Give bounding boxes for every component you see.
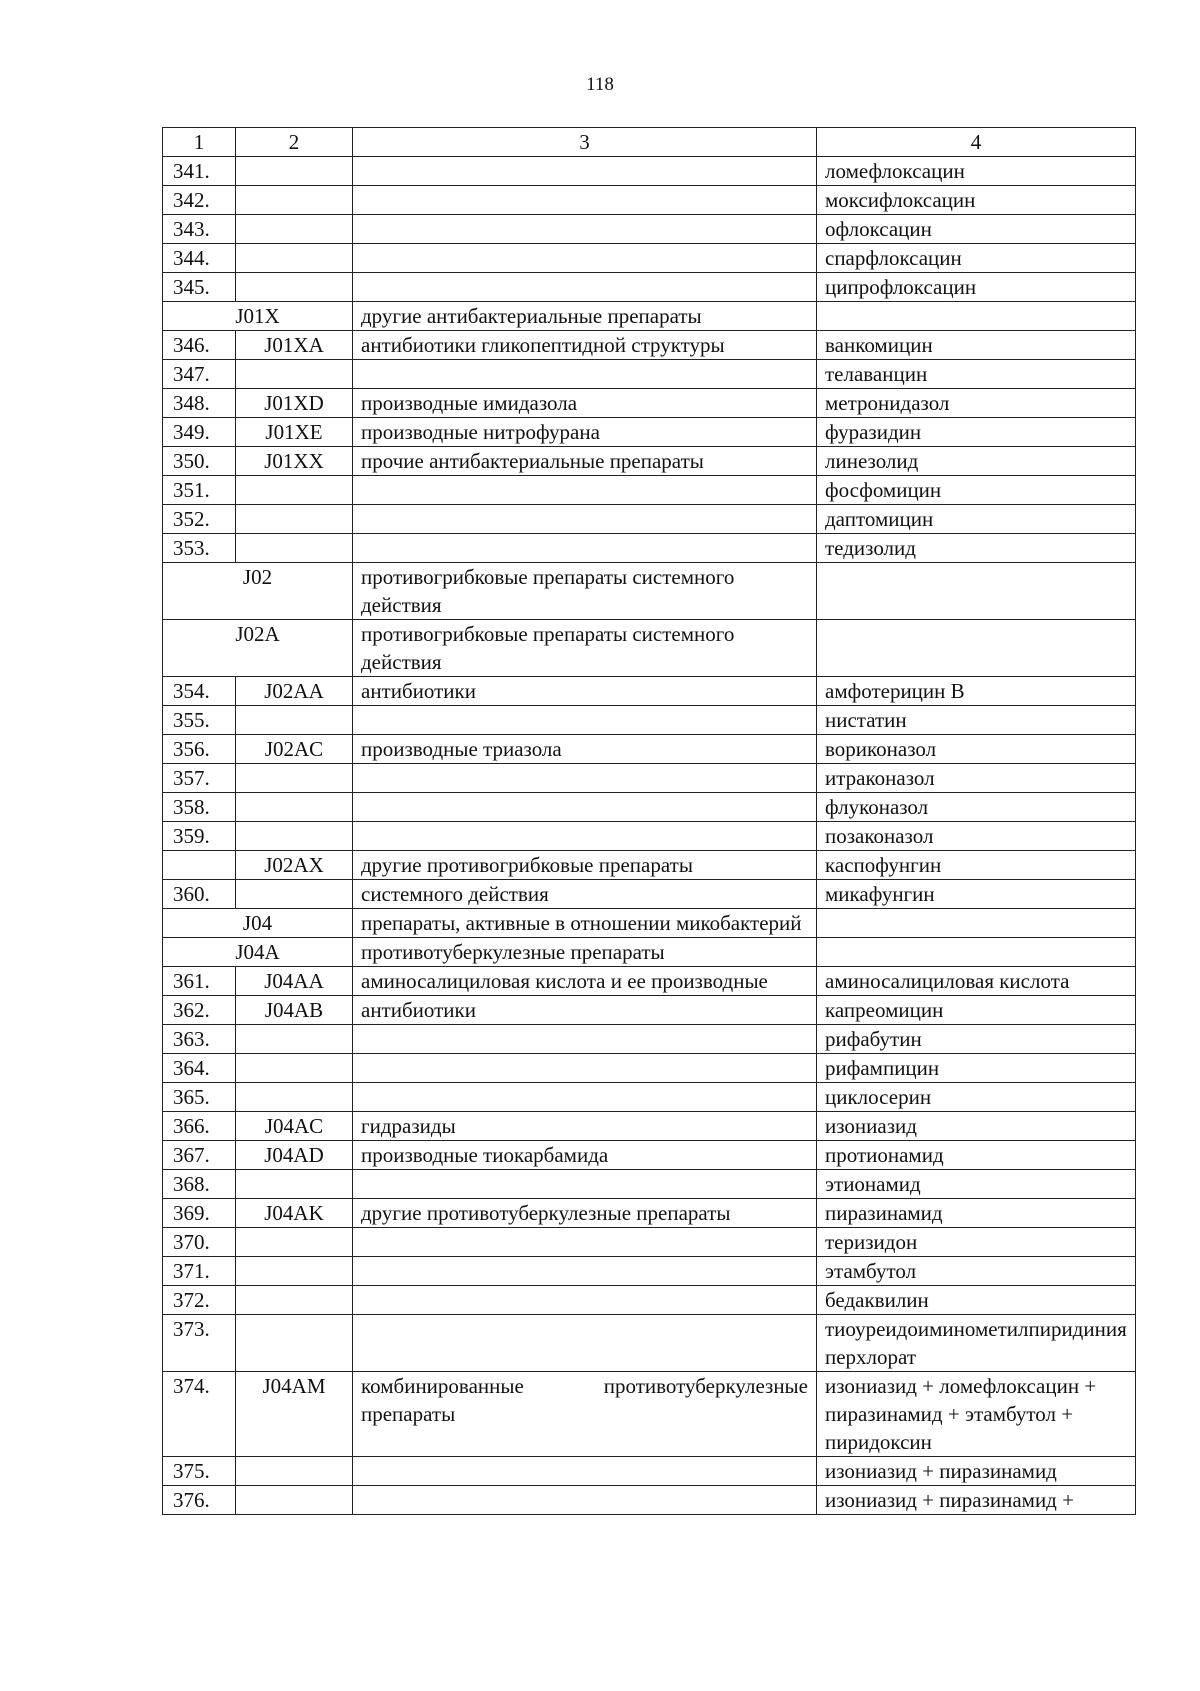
atc-code bbox=[236, 1025, 353, 1054]
row-number: 344. bbox=[163, 244, 236, 273]
drug-name: протионамид bbox=[817, 1141, 1136, 1170]
row-number: 371. bbox=[163, 1257, 236, 1286]
row-number: 359. bbox=[163, 822, 236, 851]
pharmacological-group bbox=[353, 534, 817, 563]
pharmacological-group bbox=[353, 1286, 817, 1315]
row-number bbox=[163, 851, 236, 880]
header-col-4: 4 bbox=[817, 128, 1136, 157]
atc-code bbox=[236, 476, 353, 505]
table-body bbox=[163, 157, 1136, 1515]
row-number: 341. bbox=[163, 157, 236, 186]
drug-name bbox=[817, 302, 1136, 331]
row-number: 342. bbox=[163, 186, 236, 215]
pharmacological-group: прочие антибактериальные препараты bbox=[353, 447, 817, 476]
pharmacological-group: комбинированные противотуберкулезные препараты bbox=[353, 1372, 817, 1457]
row-number: 375. bbox=[163, 1457, 236, 1486]
atc-code bbox=[236, 1054, 353, 1083]
row-number: 357. bbox=[163, 764, 236, 793]
row-number: 348. bbox=[163, 389, 236, 418]
drug-name: фуразидин bbox=[817, 418, 1136, 447]
table-row bbox=[163, 244, 1136, 273]
pharmacological-group bbox=[353, 360, 817, 389]
table-row bbox=[163, 1228, 1136, 1257]
drug-name: телаванцин bbox=[817, 360, 1136, 389]
drug-name: капреомицин bbox=[817, 996, 1136, 1025]
pharmacological-group bbox=[353, 1025, 817, 1054]
row-number: 365. bbox=[163, 1083, 236, 1112]
pharmacological-group bbox=[353, 1457, 817, 1486]
drug-name: тедизолид bbox=[817, 534, 1136, 563]
pharmacological-group bbox=[353, 244, 817, 273]
atc-code bbox=[236, 764, 353, 793]
drug-name bbox=[817, 620, 1136, 677]
pharmacological-group bbox=[353, 157, 817, 186]
atc-code bbox=[236, 186, 353, 215]
table-row bbox=[163, 793, 1136, 822]
pharmacological-group bbox=[353, 215, 817, 244]
table-row bbox=[163, 534, 1136, 563]
row-number: 346. bbox=[163, 331, 236, 360]
drug-name: пиразинамид bbox=[817, 1199, 1136, 1228]
table-row bbox=[163, 389, 1136, 418]
pharmacological-group bbox=[353, 505, 817, 534]
pharmacological-group: производные имидазола bbox=[353, 389, 817, 418]
table-row bbox=[163, 735, 1136, 764]
drug-name: бедаквилин bbox=[817, 1286, 1136, 1315]
section-row bbox=[163, 938, 1136, 967]
atc-code: J01X bbox=[163, 302, 353, 331]
atc-code bbox=[236, 1315, 353, 1372]
table-row bbox=[163, 273, 1136, 302]
atc-code bbox=[236, 1170, 353, 1199]
drug-name: линезолид bbox=[817, 447, 1136, 476]
table-row bbox=[163, 360, 1136, 389]
drug-name: позаконазол bbox=[817, 822, 1136, 851]
table-row bbox=[163, 1257, 1136, 1286]
atc-code bbox=[236, 157, 353, 186]
drug-name: каспофунгин bbox=[817, 851, 1136, 880]
atc-code: J02 bbox=[163, 563, 353, 620]
atc-code bbox=[236, 1228, 353, 1257]
drug-name: фосфомицин bbox=[817, 476, 1136, 505]
table-row bbox=[163, 1372, 1136, 1457]
row-number: 354. bbox=[163, 677, 236, 706]
drug-name: рифабутин bbox=[817, 1025, 1136, 1054]
pharmacological-group bbox=[353, 1315, 817, 1372]
atc-code: J02A bbox=[163, 620, 353, 677]
drug-name bbox=[817, 938, 1136, 967]
pharmacological-group: другие противотуберкулезные препараты bbox=[353, 1199, 817, 1228]
table-row bbox=[163, 447, 1136, 476]
atc-code bbox=[236, 880, 353, 909]
pharmacological-group: противотуберкулезные препараты bbox=[353, 938, 817, 967]
pharmacological-group: другие противогрибковые препараты bbox=[353, 851, 817, 880]
row-number: 350. bbox=[163, 447, 236, 476]
drug-name: ванкомицин bbox=[817, 331, 1136, 360]
pharmacological-group: производные триазола bbox=[353, 735, 817, 764]
pharmacological-group: производные тиокарбамида bbox=[353, 1141, 817, 1170]
drug-name: циклосерин bbox=[817, 1083, 1136, 1112]
header-col-3: 3 bbox=[353, 128, 817, 157]
row-number: 374. bbox=[163, 1372, 236, 1457]
row-number: 347. bbox=[163, 360, 236, 389]
table-row bbox=[163, 1025, 1136, 1054]
atc-code bbox=[236, 505, 353, 534]
atc-code: J04AM bbox=[236, 1372, 353, 1457]
drug-classification-table bbox=[162, 127, 1136, 1515]
pharmacological-group: другие антибактериальные препараты bbox=[353, 302, 817, 331]
atc-code bbox=[236, 706, 353, 735]
table-row bbox=[163, 1112, 1136, 1141]
table-row bbox=[163, 677, 1136, 706]
table-row bbox=[163, 157, 1136, 186]
drug-name: тиоуреидоиминометилпиридиния перхлорат bbox=[817, 1315, 1136, 1372]
pharmacological-group bbox=[353, 1170, 817, 1199]
row-number: 353. bbox=[163, 534, 236, 563]
pharmacological-group: антибиотики гликопептидной структуры bbox=[353, 331, 817, 360]
drug-name: изониазид + ломефлоксацин + пиразинамид + этамбутол + пиридоксин bbox=[817, 1372, 1136, 1457]
drug-name bbox=[817, 563, 1136, 620]
table-row bbox=[163, 1286, 1136, 1315]
drug-name: теризидон bbox=[817, 1228, 1136, 1257]
row-number: 367. bbox=[163, 1141, 236, 1170]
atc-code: J04AA bbox=[236, 967, 353, 996]
atc-code bbox=[236, 534, 353, 563]
pharmacological-group bbox=[353, 706, 817, 735]
table-row bbox=[163, 505, 1136, 534]
row-number: 355. bbox=[163, 706, 236, 735]
pharmacological-group: препараты, активные в отношении микобактерий bbox=[353, 909, 817, 938]
section-row bbox=[163, 302, 1136, 331]
table-row bbox=[163, 1083, 1136, 1112]
table-row bbox=[163, 996, 1136, 1025]
row-number: 352. bbox=[163, 505, 236, 534]
drug-name: этионамид bbox=[817, 1170, 1136, 1199]
drug-name: изониазид bbox=[817, 1112, 1136, 1141]
table-row bbox=[163, 1141, 1136, 1170]
drug-name: флуконазол bbox=[817, 793, 1136, 822]
atc-code bbox=[236, 1457, 353, 1486]
drug-name: метронидазол bbox=[817, 389, 1136, 418]
drug-name: рифампицин bbox=[817, 1054, 1136, 1083]
drug-name: моксифлоксацин bbox=[817, 186, 1136, 215]
pharmacological-group bbox=[353, 822, 817, 851]
row-number: 360. bbox=[163, 880, 236, 909]
pharmacological-group bbox=[353, 1257, 817, 1286]
header-col-1: 1 bbox=[163, 128, 236, 157]
drug-name: этамбутол bbox=[817, 1257, 1136, 1286]
pharmacological-group bbox=[353, 1083, 817, 1112]
table-row bbox=[163, 1457, 1136, 1486]
pharmacological-group bbox=[353, 1228, 817, 1257]
row-number: 349. bbox=[163, 418, 236, 447]
table-row bbox=[163, 880, 1136, 909]
row-number: 358. bbox=[163, 793, 236, 822]
atc-code: J01XA bbox=[236, 331, 353, 360]
atc-code: J01XD bbox=[236, 389, 353, 418]
pharmacological-group bbox=[353, 476, 817, 505]
page-number: 118 bbox=[586, 74, 614, 95]
row-number: 361. bbox=[163, 967, 236, 996]
table-row bbox=[163, 186, 1136, 215]
atc-code bbox=[236, 1257, 353, 1286]
atc-code: J04AD bbox=[236, 1141, 353, 1170]
section-row bbox=[163, 563, 1136, 620]
row-number: 369. bbox=[163, 1199, 236, 1228]
atc-code bbox=[236, 822, 353, 851]
atc-code bbox=[236, 244, 353, 273]
atc-code: J02AA bbox=[236, 677, 353, 706]
drug-name: изониазид + пиразинамид + bbox=[817, 1486, 1136, 1515]
row-number: 376. bbox=[163, 1486, 236, 1515]
drug-name: изониазид + пиразинамид bbox=[817, 1457, 1136, 1486]
row-number: 372. bbox=[163, 1286, 236, 1315]
table-row bbox=[163, 1170, 1136, 1199]
drug-name: вориконазол bbox=[817, 735, 1136, 764]
pharmacological-group bbox=[353, 1054, 817, 1083]
drug-name: аминосалициловая кислота bbox=[817, 967, 1136, 996]
atc-code: J02AC bbox=[236, 735, 353, 764]
row-number: 362. bbox=[163, 996, 236, 1025]
row-number: 370. bbox=[163, 1228, 236, 1257]
pharmacological-group bbox=[353, 764, 817, 793]
table-row bbox=[163, 967, 1136, 996]
drug-name: нистатин bbox=[817, 706, 1136, 735]
table-row bbox=[163, 476, 1136, 505]
pharmacological-group bbox=[353, 793, 817, 822]
drug-name bbox=[817, 909, 1136, 938]
table-row bbox=[163, 851, 1136, 880]
row-number: 364. bbox=[163, 1054, 236, 1083]
pharmacological-group bbox=[353, 1486, 817, 1515]
pharmacological-group: системного действия bbox=[353, 880, 817, 909]
pharmacological-group bbox=[353, 273, 817, 302]
table-row bbox=[163, 706, 1136, 735]
section-row bbox=[163, 620, 1136, 677]
atc-code: J04AB bbox=[236, 996, 353, 1025]
atc-code bbox=[236, 273, 353, 302]
atc-code: J04 bbox=[163, 909, 353, 938]
atc-code bbox=[236, 793, 353, 822]
atc-code: J01XE bbox=[236, 418, 353, 447]
drug-name: спарфлоксацин bbox=[817, 244, 1136, 273]
pharmacological-group: антибиотики bbox=[353, 996, 817, 1025]
table-row bbox=[163, 1199, 1136, 1228]
drug-name: ципрофлоксацин bbox=[817, 273, 1136, 302]
pharmacological-group: гидразиды bbox=[353, 1112, 817, 1141]
header-col-2: 2 bbox=[236, 128, 353, 157]
table-row bbox=[163, 1315, 1136, 1372]
pharmacological-group: противогрибковые препараты системного действия bbox=[353, 563, 817, 620]
pharmacological-group bbox=[353, 186, 817, 215]
table-row bbox=[163, 822, 1136, 851]
atc-code bbox=[236, 215, 353, 244]
pharmacological-group: антибиотики bbox=[353, 677, 817, 706]
drug-name: ломефлоксацин bbox=[817, 157, 1136, 186]
table-row bbox=[163, 1486, 1136, 1515]
drug-name: итраконазол bbox=[817, 764, 1136, 793]
drug-name: даптомицин bbox=[817, 505, 1136, 534]
row-number: 343. bbox=[163, 215, 236, 244]
pharmacological-group: производные нитрофурана bbox=[353, 418, 817, 447]
row-number: 356. bbox=[163, 735, 236, 764]
pharmacological-group: противогрибковые препараты системного действия bbox=[353, 620, 817, 677]
atc-code: J02AX bbox=[236, 851, 353, 880]
atc-code: J04A bbox=[163, 938, 353, 967]
table-row bbox=[163, 331, 1136, 360]
row-number: 366. bbox=[163, 1112, 236, 1141]
atc-code: J04AK bbox=[236, 1199, 353, 1228]
atc-code bbox=[236, 360, 353, 389]
row-number: 363. bbox=[163, 1025, 236, 1054]
atc-code bbox=[236, 1083, 353, 1112]
atc-code: J01XX bbox=[236, 447, 353, 476]
table-row bbox=[163, 215, 1136, 244]
row-number: 373. bbox=[163, 1315, 236, 1372]
drug-name: микафунгин bbox=[817, 880, 1136, 909]
table-row bbox=[163, 1054, 1136, 1083]
table-row bbox=[163, 418, 1136, 447]
table-row bbox=[163, 764, 1136, 793]
drug-name: амфотерицин В bbox=[817, 677, 1136, 706]
row-number: 351. bbox=[163, 476, 236, 505]
row-number: 368. bbox=[163, 1170, 236, 1199]
atc-code: J04AC bbox=[236, 1112, 353, 1141]
drug-name: офлоксацин bbox=[817, 215, 1136, 244]
row-number: 345. bbox=[163, 273, 236, 302]
pharmacological-group: аминосалициловая кислота и ее производные bbox=[353, 967, 817, 996]
atc-code bbox=[236, 1486, 353, 1515]
section-row bbox=[163, 909, 1136, 938]
table-header-row bbox=[163, 128, 1136, 157]
atc-code bbox=[236, 1286, 353, 1315]
